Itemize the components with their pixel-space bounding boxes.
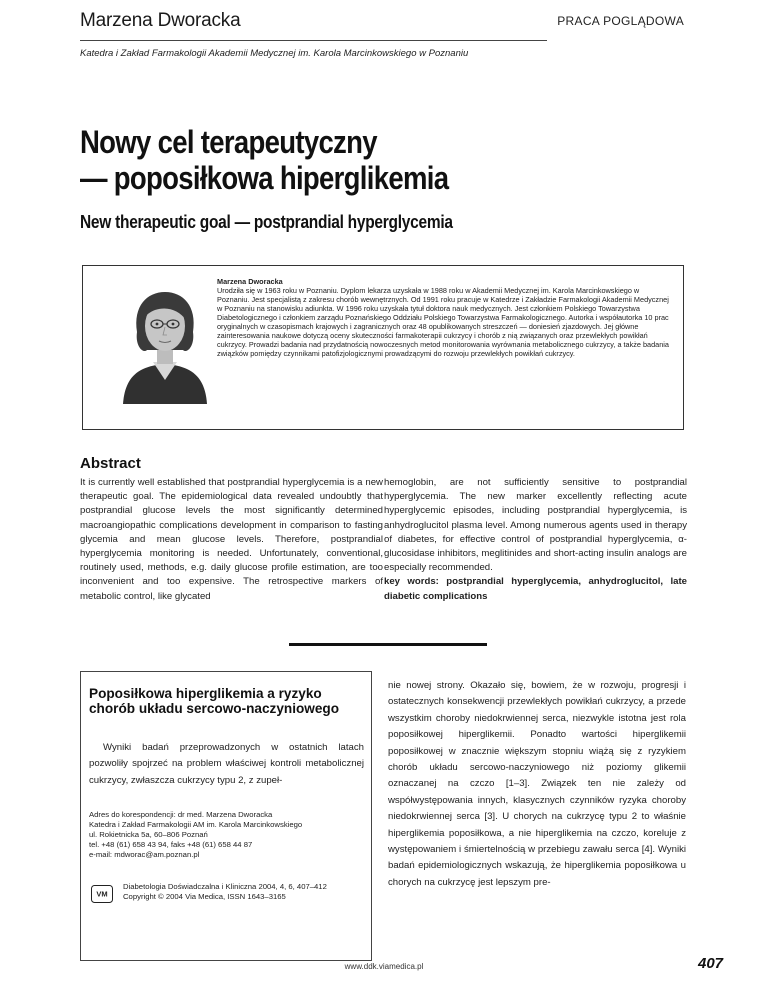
journal-citation [123, 882, 327, 902]
running-author: Marzena Dworacka [80, 10, 241, 31]
section-heading: Poposiłkowa hiperglikemia a ryzyko chorób układu sercowo-naczyniowego [89, 686, 340, 716]
footer-url: www.ddk.viamedica.pl [344, 962, 424, 971]
address-line: tel. +48 (61) 658 43 94, faks +48 (61) 658 44 87 [89, 840, 253, 849]
author-portrait-photo [117, 284, 213, 404]
bio-author-name: Marzena Dworacka [217, 277, 283, 286]
correspondence-address [89, 810, 359, 860]
affiliation: Katedra i Zakład Farmakologii Akademii Medycznej im. Karola Marcinkowskiego w Poznaniu [80, 48, 469, 59]
author-bio [217, 277, 673, 358]
section-intro-text: Wyniki badań przeprowadzonych w ostatnich latach pozwoliły spojrzeć na problem właściwej kontroli metabolicznej cukrzycy, zwłaszcza cukrzycy typu 2, z zupeł- [89, 742, 364, 786]
address-email: e-mail: mdworac@am.poznan.pl [89, 850, 200, 859]
header-rule [80, 40, 547, 41]
english-title: New therapeutic goal — postprandial hyperglycemia [80, 212, 453, 232]
intro-section-box [80, 671, 372, 961]
body-text-column: nie nowej strony. Okazało się, bowiem, że w rozwoju, progresji i ostatecznych konsekwencji przewlekłych powikłań cukrzycy, a przede wszystkim choroby niedokrwiennej serca, niezwykle istotna jest rola poposiłkowej hiperglikemii. Ponadto wartości hiperglikemii poposiłkowej w znacznie większym stopniu wiążą się z ryzykiem chorób układu sercowo-naczyniowego niż poziomy glikemii oznaczanej na czczo [1–3]. Związek ten nie zależy od współwystępowania innych, klasycznych czynników ryzyka choroby niedokrwiennej serca [3]. U chorych na cukrzycę typu 2 to właśnie hiperglikemia poposiłkowa, a nie hiperglikemia na czczo, koreluje z występowaniem i śmiertelnością w przebiegu zawału serca [4]. Wyniki badań epidemiologicznych wskazują, że hiperglikemia poposiłkowa u chorych na cukrzycę jest lepszym pre- [388, 680, 686, 888]
abstract-text-left: It is currently well established that postprandial hyperglycemia is a new therapeutic goal. The epidemiological data revealed undoubtly that postprandial glucose levels the most significantly determined macroangiopathic complications development in comparison to fasting glycemia and mean glucose levels. Therefore, postprandial hyperglycemia monitoring is needed. Unfortunately, conventional, routinely used, methods, e.g. daily glucose profile estimation, are too inconvenient and too expensive. The retrospective markers of metabolic control, like glycated [80, 477, 383, 602]
via-medica-logo [91, 885, 113, 903]
author-bio-box [82, 265, 684, 430]
svg-text:VM: VM [96, 889, 108, 899]
title-line-2: — poposiłkowa hiperglikemia [80, 160, 449, 196]
journal-citation-line: Diabetologia Doświadczalna i Kliniczna 2004, 4, 6, 407–412 [123, 882, 327, 891]
article-title [80, 124, 613, 196]
address-line: ul. Rokietnicka 5a, 60–806 Poznań [89, 830, 208, 839]
copyright-line: Copyright © 2004 Via Medica, ISSN 1643–3165 [123, 892, 286, 901]
keywords: postprandial hyperglycemia, anhydroglucitol, late diabetic complications [384, 576, 687, 602]
abstract-text-right [384, 476, 687, 604]
address-line: Adres do korespondencji: dr med. Marzena Dworacka [89, 810, 273, 819]
keywords-label: key words: [384, 576, 439, 588]
article-type-label: PRACA POGLĄDOWA [557, 14, 684, 28]
bio-text: Urodziła się w 1963 roku w Poznaniu. Dyplom lekarza uzyskała w 1988 roku w Akademii Medycznej im. Karola Marcinkowskiego w Poznaniu. Jest specjalistą z zakresu chorób wewnętrznych. Od 1991 roku pracuje w Katedrze i Zakładzie Farmakologii Akademii Medycznej w Poznaniu na stanowisku adiunkta. W 1996 roku uzyskała tytuł doktora nauk medycznych. Jest członkiem Polskiego Towarzystwa Diabetologicznego i członkiem zarządu Poznańskiego Oddziału Polskiego Towarzystwa Farmakologicznego. Autorka i współautorka 10 prac oryginalnych w czasopismach krajowych i zagranicznych oraz 48 opublikowanych streszczeń — doniesień zjazdowych. Jej główne zainteresowania naukowe dotyczą oceny skuteczności farmakoterapii cukrzycy i chorób z nią związanych oraz przewlekłych powikłań cukrzycy. Prowadzi badania nad przydatnością nowoczesnych metod monitorowania wyrównania metabolicznego cukrzycy, a także badania związków pomiędzy czynnikami patofizjologicznymi prowadzącymi do rozwoju przewlekłych powikłań cukrzycy. [217, 286, 669, 358]
abstract-heading: Abstract [80, 455, 141, 472]
abstract-text-continued: hemoglobin, are not sufficiently sensitive to postprandial hyperglycemia. The new marker excellently reflecting acute hyperglycemic episodes, including postprandial hyperglycemia, is anhydroglucitol plasma level. Among numerous agents used in therapy of diabetes, for effective control of postprandial hyperglycemia, α-glucosidase inhibitors, meglitinides and short-acting insulin analogs are especially recommended. [384, 477, 687, 574]
section-separator [289, 643, 487, 646]
address-line: Katedra i Zakład Farmakologii AM im. Karola Marcinkowskiego [89, 820, 303, 829]
page-number: 407 [698, 955, 724, 972]
title-line-1: Nowy cel terapeutyczny [80, 124, 377, 160]
